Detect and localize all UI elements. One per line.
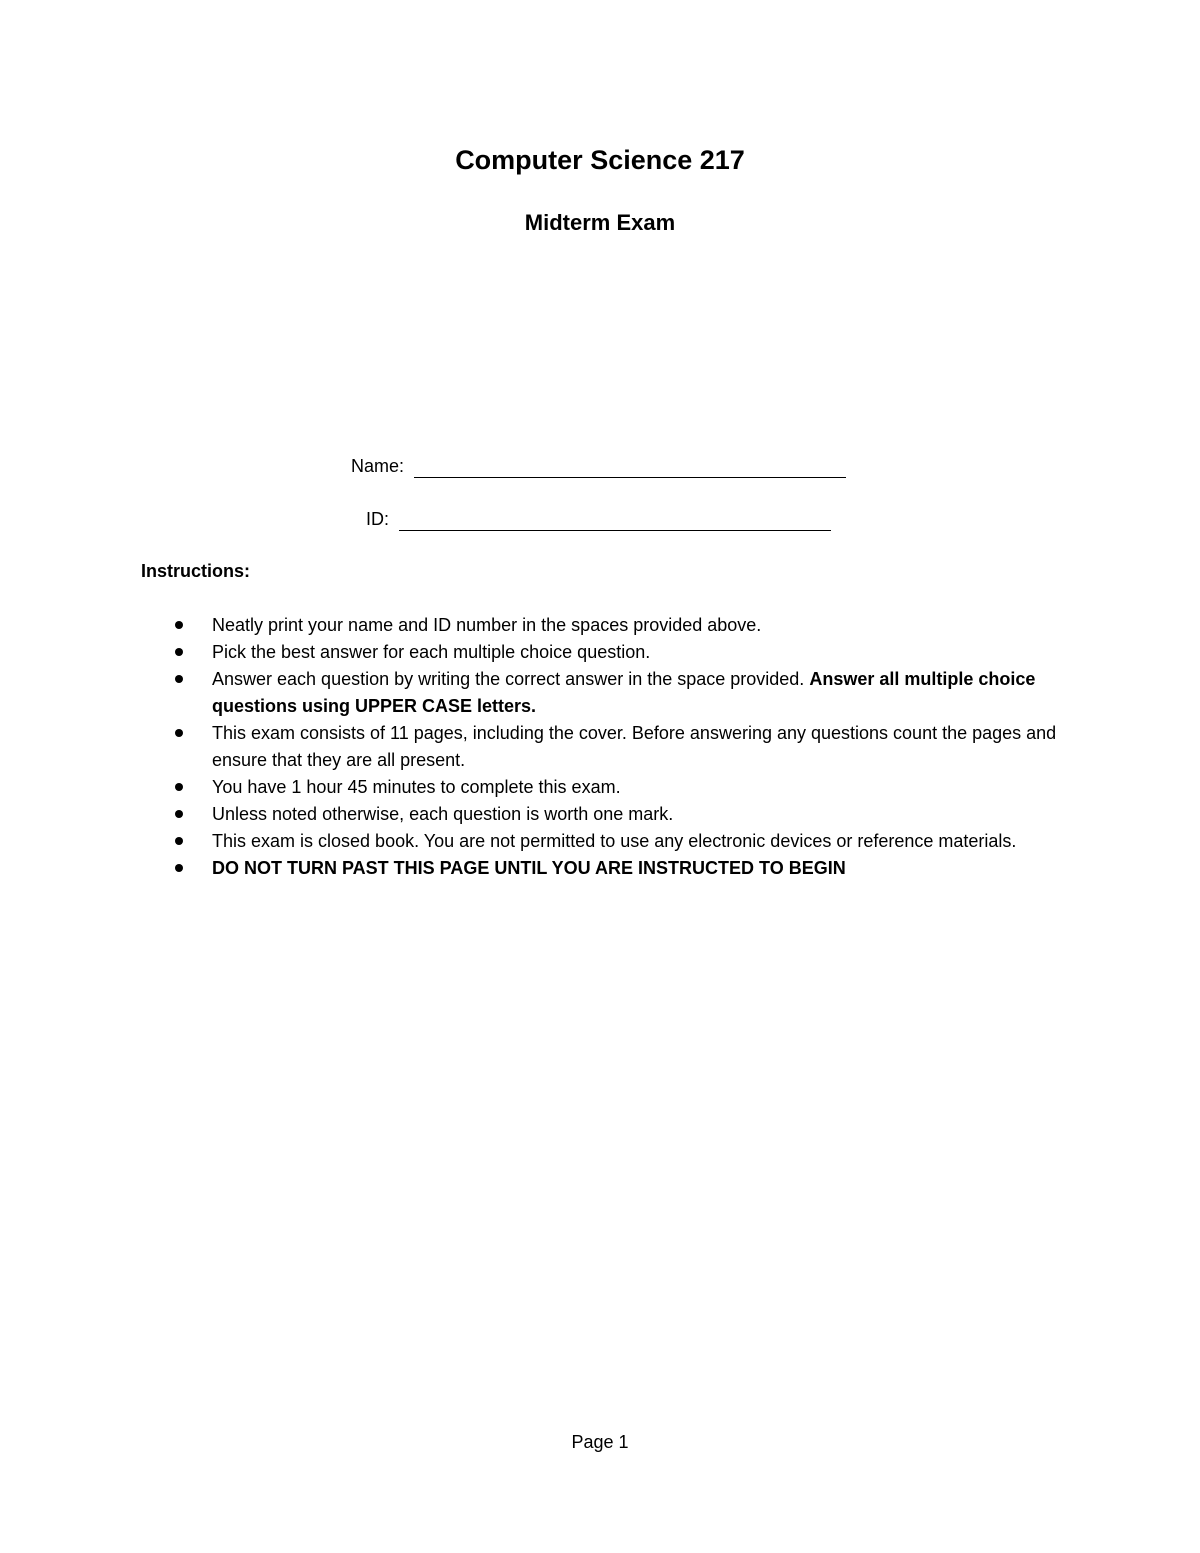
id-label: ID: [366, 509, 390, 529]
bullet-icon [175, 675, 183, 683]
page-title: Computer Science 217 [455, 145, 745, 175]
bullet-icon [175, 648, 183, 656]
bullet-icon [175, 621, 183, 629]
instruction-text: Unless noted otherwise, each question is worth one mark. [212, 804, 674, 824]
instruction-text: This exam is closed book. You are not permitted to use any electronic devices or reference materials. [212, 831, 1017, 851]
instruction-item [172, 828, 1072, 855]
bullet-icon [175, 810, 183, 818]
name-label: Name: [351, 456, 405, 476]
instructions-list [172, 612, 1072, 882]
instruction-bold-text: DO NOT TURN PAST THIS PAGE UNTIL YOU ARE INSTRUCTED TO BEGIN [212, 858, 846, 878]
instruction-text: Neatly print your name and ID number in the spaces provided above. [212, 615, 762, 635]
instruction-item [172, 639, 1072, 666]
instruction-bold-text: Answer all multiple choice questions using UPPER CASE letters. [212, 669, 1036, 716]
page-subtitle: Midterm Exam [524, 210, 676, 235]
instruction-item [172, 801, 1072, 828]
bullet-icon [175, 783, 183, 791]
instruction-text: Answer each question by writing the correct answer in the space provided. [212, 669, 810, 689]
id-blank-line[interactable] [399, 512, 831, 531]
bullet-icon [175, 729, 183, 737]
bullet-icon [175, 837, 183, 845]
page-number: Page 1 [571, 1432, 629, 1452]
instruction-text: Pick the best answer for each multiple choice question. [212, 642, 651, 662]
instructions-heading: Instructions: [141, 561, 251, 581]
instruction-text: You have 1 hour 45 minutes to complete this exam. [212, 777, 621, 797]
instruction-item [172, 612, 1072, 639]
bullet-icon [175, 864, 183, 872]
instruction-text: This exam consists of 11 pages, including the cover. Before answering any questions count the pages and ensure that they are all present. [212, 723, 1057, 770]
instruction-item [172, 666, 1072, 720]
id-field [366, 507, 831, 531]
name-field [351, 454, 846, 478]
instruction-item [172, 720, 1072, 774]
instruction-item [172, 774, 1072, 801]
name-blank-line[interactable] [414, 459, 846, 478]
instruction-item [172, 855, 1072, 882]
